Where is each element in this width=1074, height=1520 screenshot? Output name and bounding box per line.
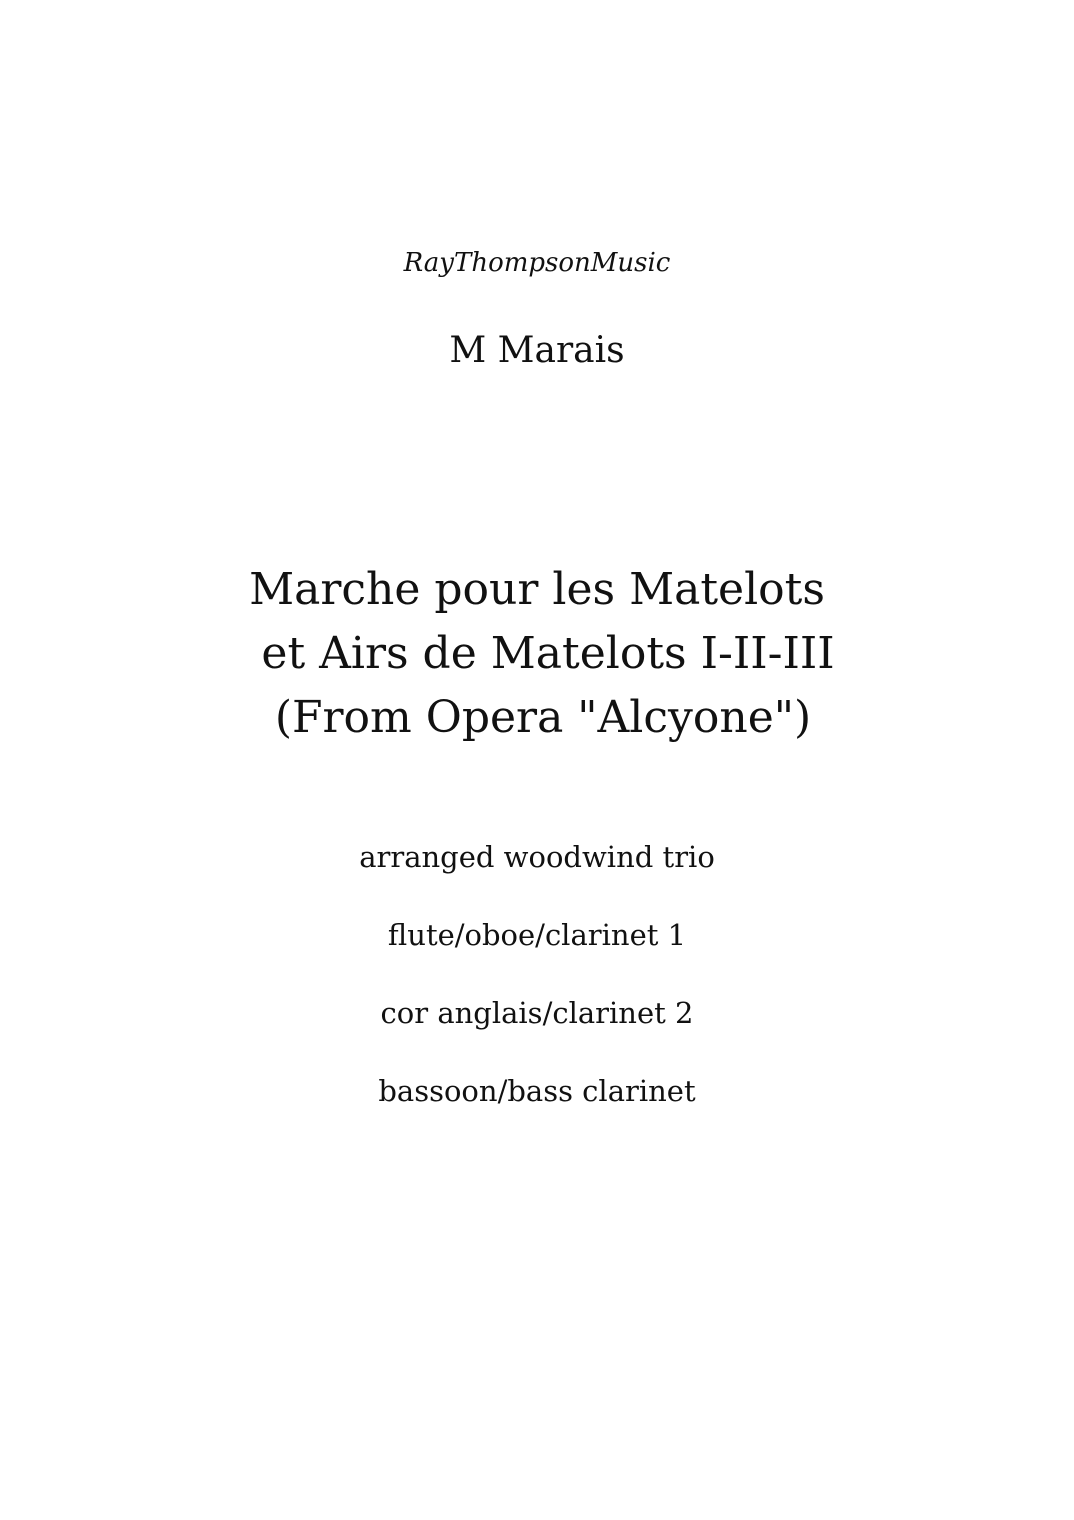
- work-title: [0, 558, 1074, 750]
- arrangement-note: arranged woodwind trio: [359, 840, 715, 874]
- instrument-part: flute/oboe/clarinet 1: [387, 918, 687, 952]
- arrangement-details: [0, 818, 1074, 1130]
- title-line: Marche pour les Matelots: [249, 564, 825, 615]
- composer-name: M Marais: [449, 330, 625, 371]
- instrument-part: cor anglais/clarinet 2: [380, 996, 694, 1030]
- title-line: (From Opera "Alcyone"): [274, 692, 812, 743]
- title-line: et Airs de Matelots I-II-III: [261, 628, 835, 679]
- instrument-part: bassoon/bass clarinet: [378, 1074, 696, 1108]
- publisher-name: RayThompsonMusic: [403, 248, 671, 278]
